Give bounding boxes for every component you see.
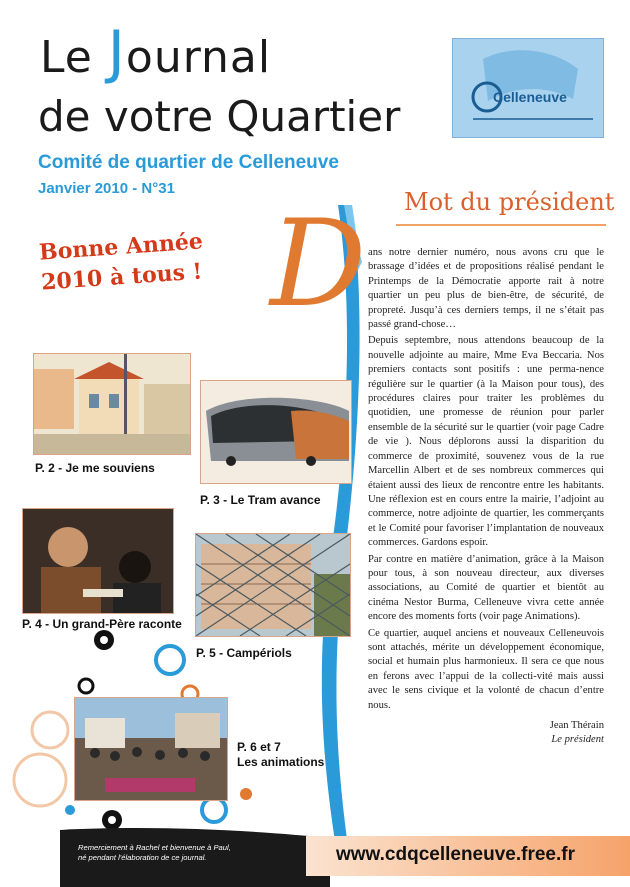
editorial-paragraph: Par contre en matière d’animation, grâce à la Maison pour tous, à son nouveau directeur, aux diverses associations, au Comité de quartier et bientôt au cinéma Nestor Burma, Celleneuve vivra cette année encore des moments forts (voir page Animations).	[368, 553, 604, 623]
feature-caption: P. 4 - Un grand-Père raconte	[22, 617, 182, 631]
market-crowd-photo	[74, 697, 228, 801]
feature-caption: P. 3 - Le Tram avance	[200, 493, 321, 507]
feature-caption-line2: Les animations	[237, 755, 325, 769]
credit-line2: né pendant l'élaboration de ce journal.	[78, 853, 207, 862]
editorial-paragraph: Ce quartier, auquel anciens et nouveaux Celleneuvois sont attachés, mérite un développement économique, social et humain plus harmonieux. Il sera ce que nous en ferons avec l’appui de la collecti-vité mais aussi avec le sens civique et la volonté de chacun d’entre nous.	[368, 627, 604, 711]
feature-caption: P. 5 - Campériols	[196, 646, 292, 660]
new-year-greeting	[38, 226, 206, 297]
street-scene-photo	[33, 353, 191, 455]
editorial-paragraph: ans notre dernier numéro, nous avons cru que le brassage d’idées et de propositions réalisé pendant le Printemps de la Démocratie apporte rait à notre quartier un peu plus de bien-être, de sécurité, de propreté. Jusqu’à ces derniers temps, il ne s’était pas passé grand-chose…	[368, 247, 604, 331]
journal-title-line1: Le Journal	[40, 18, 272, 86]
credits-note	[78, 843, 231, 863]
feature-caption: P. 2 - Je me souviens	[35, 461, 155, 475]
heading-underline	[396, 224, 606, 226]
journal-title-line2: de votre Quartier	[38, 92, 401, 141]
greeting-line1: Bonne Année	[38, 228, 204, 266]
feature-caption-line1: P. 6 et 7	[237, 740, 281, 754]
committee-name: Comité de quartier de Celleneuve	[38, 152, 339, 173]
dropcap-letter: D	[270, 195, 367, 334]
website-link[interactable]: www.cdqcelleneuve.free.fr	[336, 844, 575, 865]
building-fence-photo	[195, 533, 351, 637]
issue-date: Janvier 2010 - N°31	[38, 180, 175, 197]
greeting-line2: 2010 à tous !	[40, 258, 204, 296]
tram-photo	[200, 380, 352, 484]
editorial-heading: Mot du président	[404, 188, 615, 216]
credit-line1: Remerciement à Rachel et bienvenue à Paul,	[78, 843, 231, 852]
signature-name: Jean Thérain	[549, 720, 604, 731]
logo-text: Celleneuve	[493, 89, 567, 105]
editorial-body	[368, 246, 604, 748]
celleneuve-logo	[452, 38, 604, 138]
editorial-paragraph: Depuis septembre, nous attendons beaucoup de la nouvelle adjointe au maire, Mme Eva Beccaria. Nos premiers contacts sont positifs : une perma-nence régulière sur le quartier (à la Maison pour tous), des procédures claires pour traiter les problèmes du quotidien, une promesse de réunion pour parler ensemble de la sécurité sur le quartier (voir page Cadre de vie ). Nous déplorons aussi la disparition du commerce de proximité, souvenez vous de la rue Marcellin Albert et de ses nombreux commerces qui étaient aussi des lieux de rencontre entre les habitants. Une réflexion est en cours entre la mairie, l’adjoint au commerce, notre adjointe de quartier, les commerçants et le Comité pour favoriser l’implantation de nouveaux commerces. Gardons espoir.	[368, 335, 604, 549]
grandfather-photo	[22, 508, 174, 614]
signature-role: Le président	[551, 734, 604, 746]
